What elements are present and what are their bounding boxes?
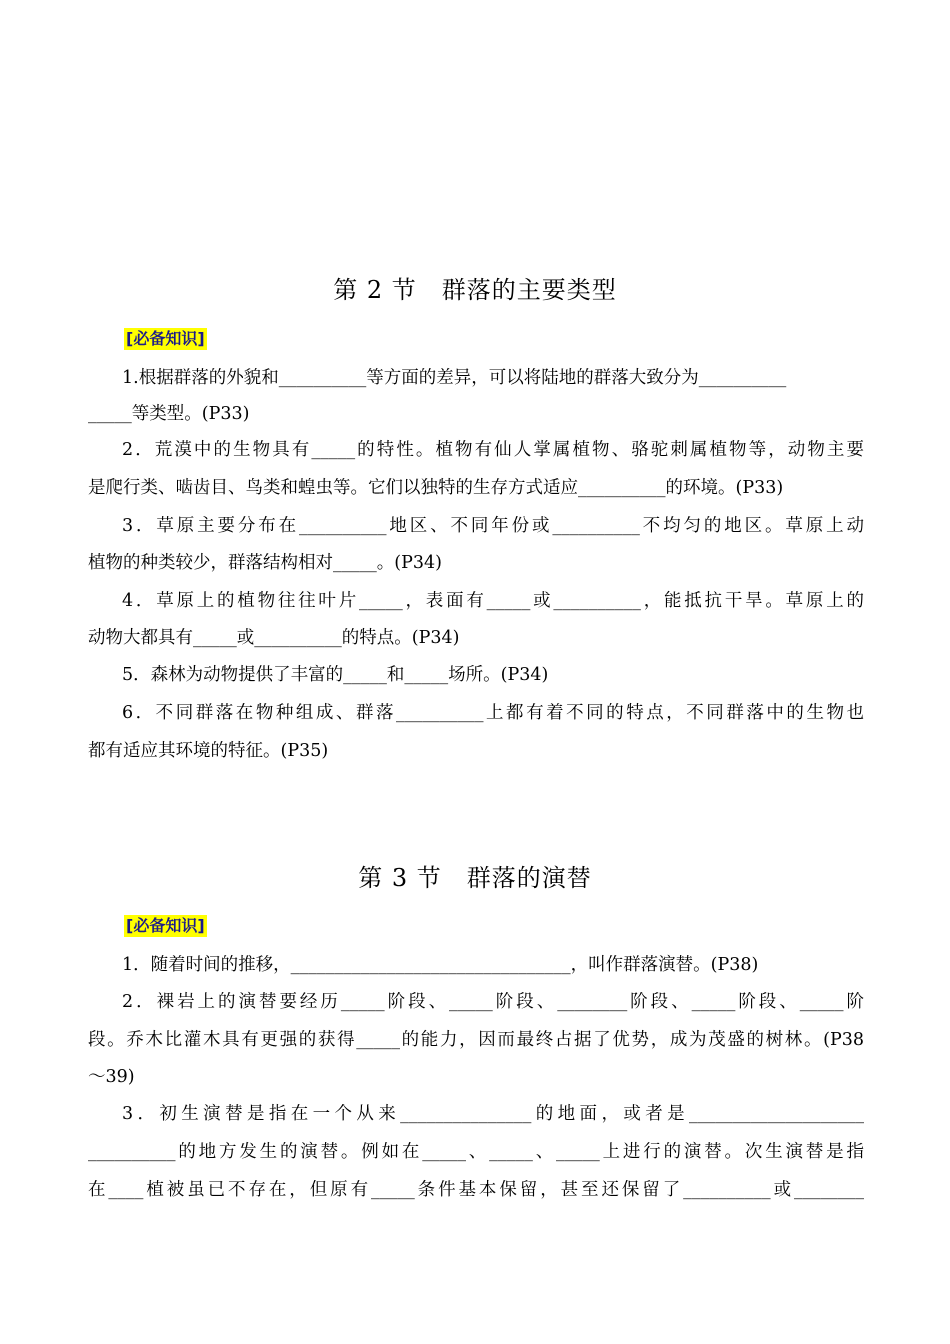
section-2-knowledge-tag: [必备知识] xyxy=(126,329,205,348)
s2-q6-line1: 6．不同群落在物种组成、群落__________上都有着不同的特点，不同群落中的生物也 xyxy=(122,703,864,723)
s3-q2-line1: 2．裸岩上的演替要经历_____阶段、_____阶段、________阶段、_____阶段、_____阶 xyxy=(122,992,864,1012)
s2-q3-line1: 3．草原主要分布在__________地区、不同年份或__________不均匀的地区。草原上动 xyxy=(122,516,864,536)
s3-q2-line2: 段。乔木比灌木具有更强的获得_____的能力，因而最终占据了优势，成为茂盛的树林。(P38 xyxy=(88,1030,864,1050)
section-3-title: 第 3 节 群落的演替 xyxy=(358,864,592,892)
section-2-title: 第 2 节 群落的主要类型 xyxy=(333,276,617,304)
s2-q2-line2: 是爬行类、啮齿目、鸟类和蝗虫等。它们以独特的生存方式适应__________的环境。(P33) xyxy=(88,478,784,498)
s3-q3-line1: 3．初生演替是指在一个从来_______________的地面，或者是____________________ xyxy=(122,1104,864,1124)
s2-q4-line2: 动物大都具有_____或__________的特点。(P34) xyxy=(88,628,460,648)
s2-q6-line2: 都有适应其环境的特征。(P35) xyxy=(88,741,329,761)
s2-q2-line1: 2．荒漠中的生物具有_____的特性。植物有仙人掌属植物、骆驼刺属植物等，动物主要 xyxy=(122,440,864,460)
s3-q1-line1: 1．随着时间的推移，________________________________，叫作群落演替。(P38) xyxy=(122,955,759,975)
s2-q4-line1: 4．草原上的植物往往叶片_____，表面有_____或__________，能抵抗干旱。草原上的 xyxy=(122,591,864,611)
s2-q1-line2: _____等类型。(P33) xyxy=(88,404,250,424)
s2-q1-line1: 1.根据群落的外貌和__________等方面的差异，可以将陆地的群落大致分为__________ xyxy=(122,368,787,388)
s2-q3-line2: 植物的种类较少，群落结构相对_____。(P34) xyxy=(88,553,442,573)
section-3-knowledge-tag: [必备知识] xyxy=(126,916,205,935)
s3-q3-line2: __________的地方发生的演替。例如在_____、_____、_____上进行的演替。次生演替是指 xyxy=(88,1142,864,1162)
s3-q2-line3: ～39) xyxy=(88,1067,135,1087)
s3-q3-line3: 在____植被虽已不存在，但原有_____条件基本保留，甚至还保留了__________或________ xyxy=(88,1180,864,1200)
s2-q5-line1: 5．森林为动物提供了丰富的_____和_____场所。(P34) xyxy=(122,665,549,685)
